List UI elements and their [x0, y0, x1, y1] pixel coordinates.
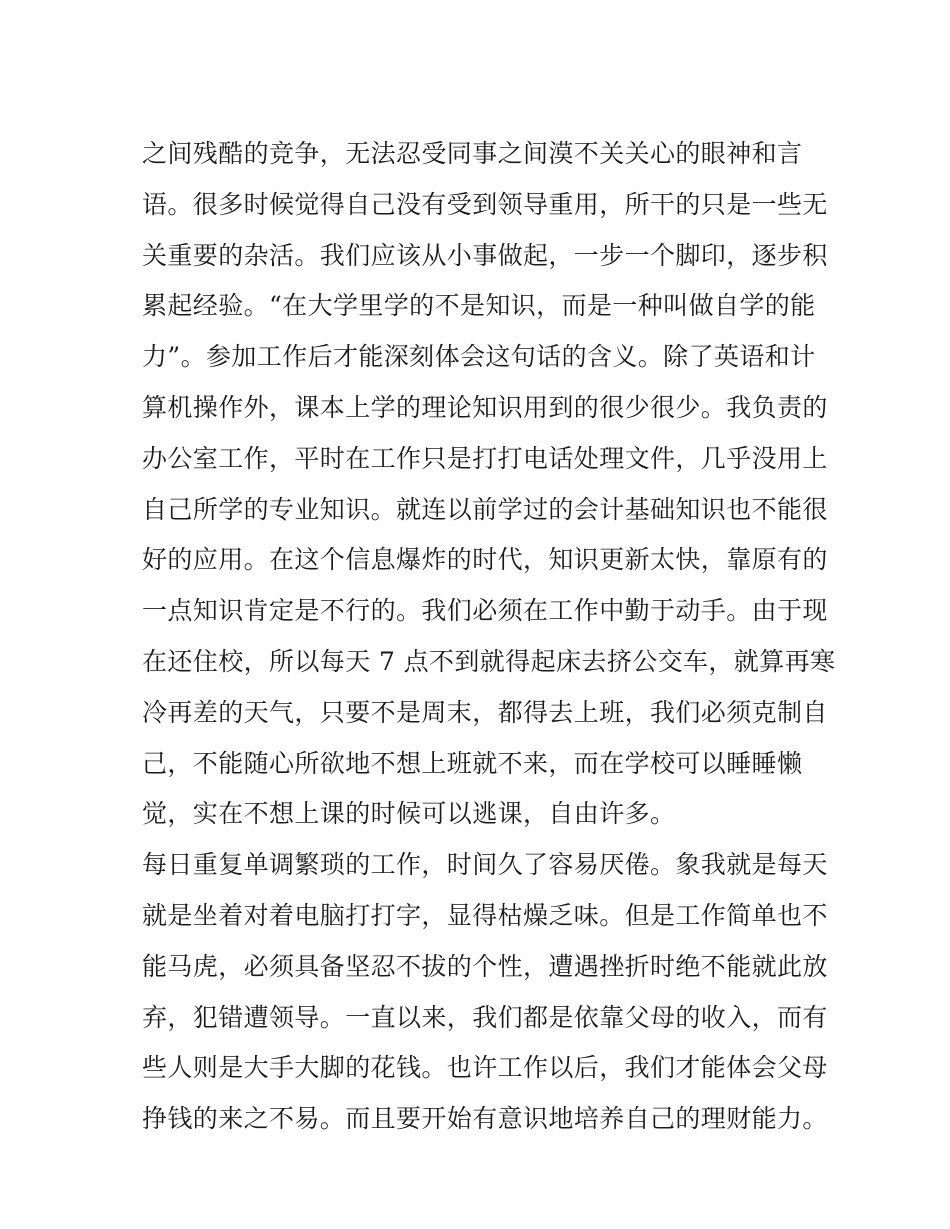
text-line: 己，不能随心所欲地不想上班就不来，而在学校可以睡睡懒: [142, 748, 803, 778]
text-line: 挣钱的来之不易。而且要开始有意识地培养自己的理财能力。: [142, 1104, 828, 1134]
body-text: [142, 129, 836, 1145]
text-line: 在还住校，所以每天 7 点不到就得起床去挤公交车，就算再寒: [142, 646, 836, 676]
text-line: 就是坐着对着电脑打打字，显得枯燥乏味。但是工作简单也不: [142, 900, 828, 930]
text-line: 关重要的杂活。我们应该从小事做起，一步一个脚印，逐步积: [142, 240, 828, 270]
text-line: 觉，实在不想上课的时候可以逃课，自由许多。: [142, 799, 676, 829]
text-line: 每日重复单调繁琐的工作，时间久了容易厌倦。象我就是每天: [142, 850, 828, 880]
text-line: 一点知识肯定是不行的。我们必须在工作中勤于动手。由于现: [142, 596, 828, 626]
text-line: 冷再差的天气，只要不是周末，都得去上班，我们必须克制自: [142, 697, 828, 727]
text-line: 弃，犯错遭领导。一直以来，我们都是依靠父母的收入，而有: [142, 1002, 828, 1032]
text-line: 自己所学的专业知识。就连以前学过的会计基础知识也不能很: [142, 494, 828, 524]
text-line: 累起经验。“在大学里学的不是知识，而是一种叫做自学的能: [142, 291, 816, 321]
text-line: 办公室工作，平时在工作只是打打电话处理文件，几乎没用上: [142, 443, 828, 473]
text-line: 些人则是大手大脚的花钱。也许工作以后，我们才能体会父母: [142, 1053, 828, 1083]
text-line: 能马虎，必须具备坚忍不拔的个性，遭遇挫折时绝不能就此放: [142, 951, 828, 981]
text-line: 好的应用。在这个信息爆炸的时代，知识更新太快，靠原有的: [142, 545, 828, 575]
text-line: 力”。参加工作后才能深刻体会这句话的含义。除了英语和计: [142, 342, 816, 372]
text-line: 之间残酷的竞争，无法忍受同事之间漠不关关心的眼神和言: [142, 139, 803, 168]
text-line: 算机操作外，课本上学的理论知识用到的很少很少。我负责的: [142, 392, 828, 422]
text-line: 语。很多时候觉得自己没有受到领导重用，所干的只是一些无: [142, 189, 828, 219]
